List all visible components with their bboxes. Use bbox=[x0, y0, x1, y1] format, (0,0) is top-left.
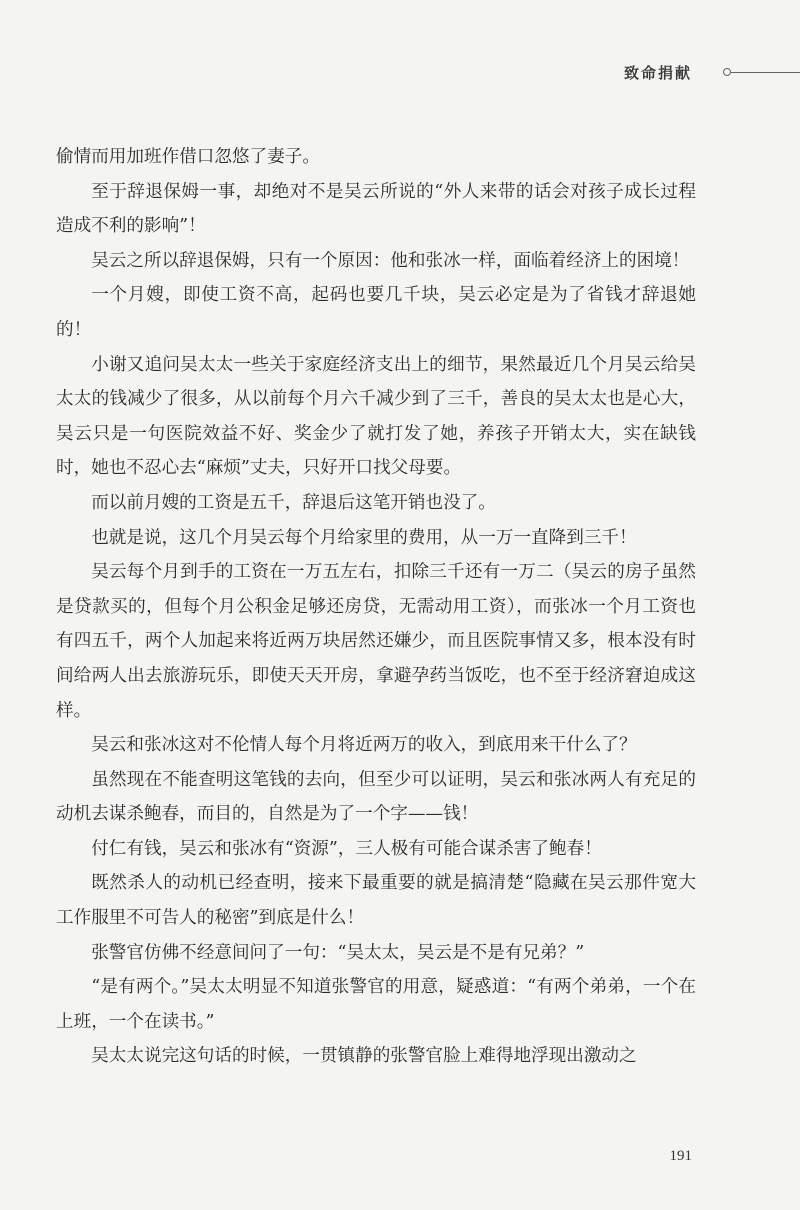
header-circle-ornament bbox=[723, 68, 731, 76]
paragraph: 吴云之所以辞退保姆，只有一个原因：他和张冰一样，面临着经济上的困境！ bbox=[91, 250, 690, 271]
paragraph: 既然杀人的动机已经查明，接来下最重要的就是搞清楚“隐藏在吴云那件宽大工作服里不可告人的秘密”到底是什么！ bbox=[56, 873, 696, 929]
paragraph: 虽然现在不能查明这笔钱的去向，但至少可以证明，吴云和张冰两人有充足的动机去谋杀鲍春，而目的，自然是为了一个字——钱！ bbox=[56, 769, 696, 825]
paragraph: 张警官仿佛不经意间问了一句：“吴太太，吴云是不是有兄弟？” bbox=[91, 942, 585, 963]
running-header bbox=[0, 58, 800, 88]
paragraph: 至于辞退保姆一事，却绝对不是吴云所说的“外人来带的话会对孩子成长过程造成不利的影响”！ bbox=[56, 181, 696, 237]
paragraph: 小谢又追问吴太太一些关于家庭经济支出上的细节，果然最近几个月吴云给吴太太的钱减少了很多，从以前每个月六千减少到了三千，善良的吴太太也是心大，吴云只是一句医院效益不好、奖金少了就打发了她，养孩子开销太大，实在缺钱时，她也不忍心去“麻烦”丈夫，只好开口找父母要。 bbox=[56, 354, 696, 479]
header-rule bbox=[731, 72, 800, 73]
paragraph: 吴云和张冰这对不伦情人每个月将近两万的收入，到底用来干什么了？ bbox=[91, 735, 637, 756]
running-header-title: 致命捐献 bbox=[623, 64, 692, 82]
paragraph: 而以前月嫂的工资是五千，辞退后这笔开销也没了。 bbox=[91, 492, 496, 513]
paragraph: 吴太太说完这句话的时候，一贯镇静的张警官脸上难得地浮现出激动之 bbox=[91, 1046, 637, 1067]
paragraph: 偷情而用加班作借口忽悠了妻子。 bbox=[56, 147, 320, 167]
paragraph: “是有两个。”吴太太明显不知道张警官的用意，疑惑道：“有两个弟弟，一个在上班，一个在读书。” bbox=[56, 977, 696, 1032]
paragraph: 付仁有钱，吴云和张冰有“资源”，三人极有可能合谋杀害了鲍春！ bbox=[91, 838, 602, 859]
paragraph: 一个月嫂，即使工资不高，起码也要几千块，吴云必定是为了省钱才辞退她的！ bbox=[56, 285, 696, 340]
body-text bbox=[56, 140, 696, 1074]
page-number: 191 bbox=[669, 1148, 692, 1164]
paragraph: 也就是说，这几个月吴云每个月给家里的费用，从一万一直降到三千！ bbox=[91, 527, 637, 548]
paragraph: 吴云每个月到手的工资在一万五左右，扣除三千还有一万二（吴云的房子虽然是贷款买的，但每个月公积金足够还房贷，无需动用工资），而张冰一个月工资也有四五千，两个人加起来将近两万块居然还嫌少，而且医院事情又多，根本没有时间给两人出去旅游玩乐，即使天天开房，拿避孕药当饭吃，也不至于经济窘迫成这样。 bbox=[56, 562, 696, 721]
